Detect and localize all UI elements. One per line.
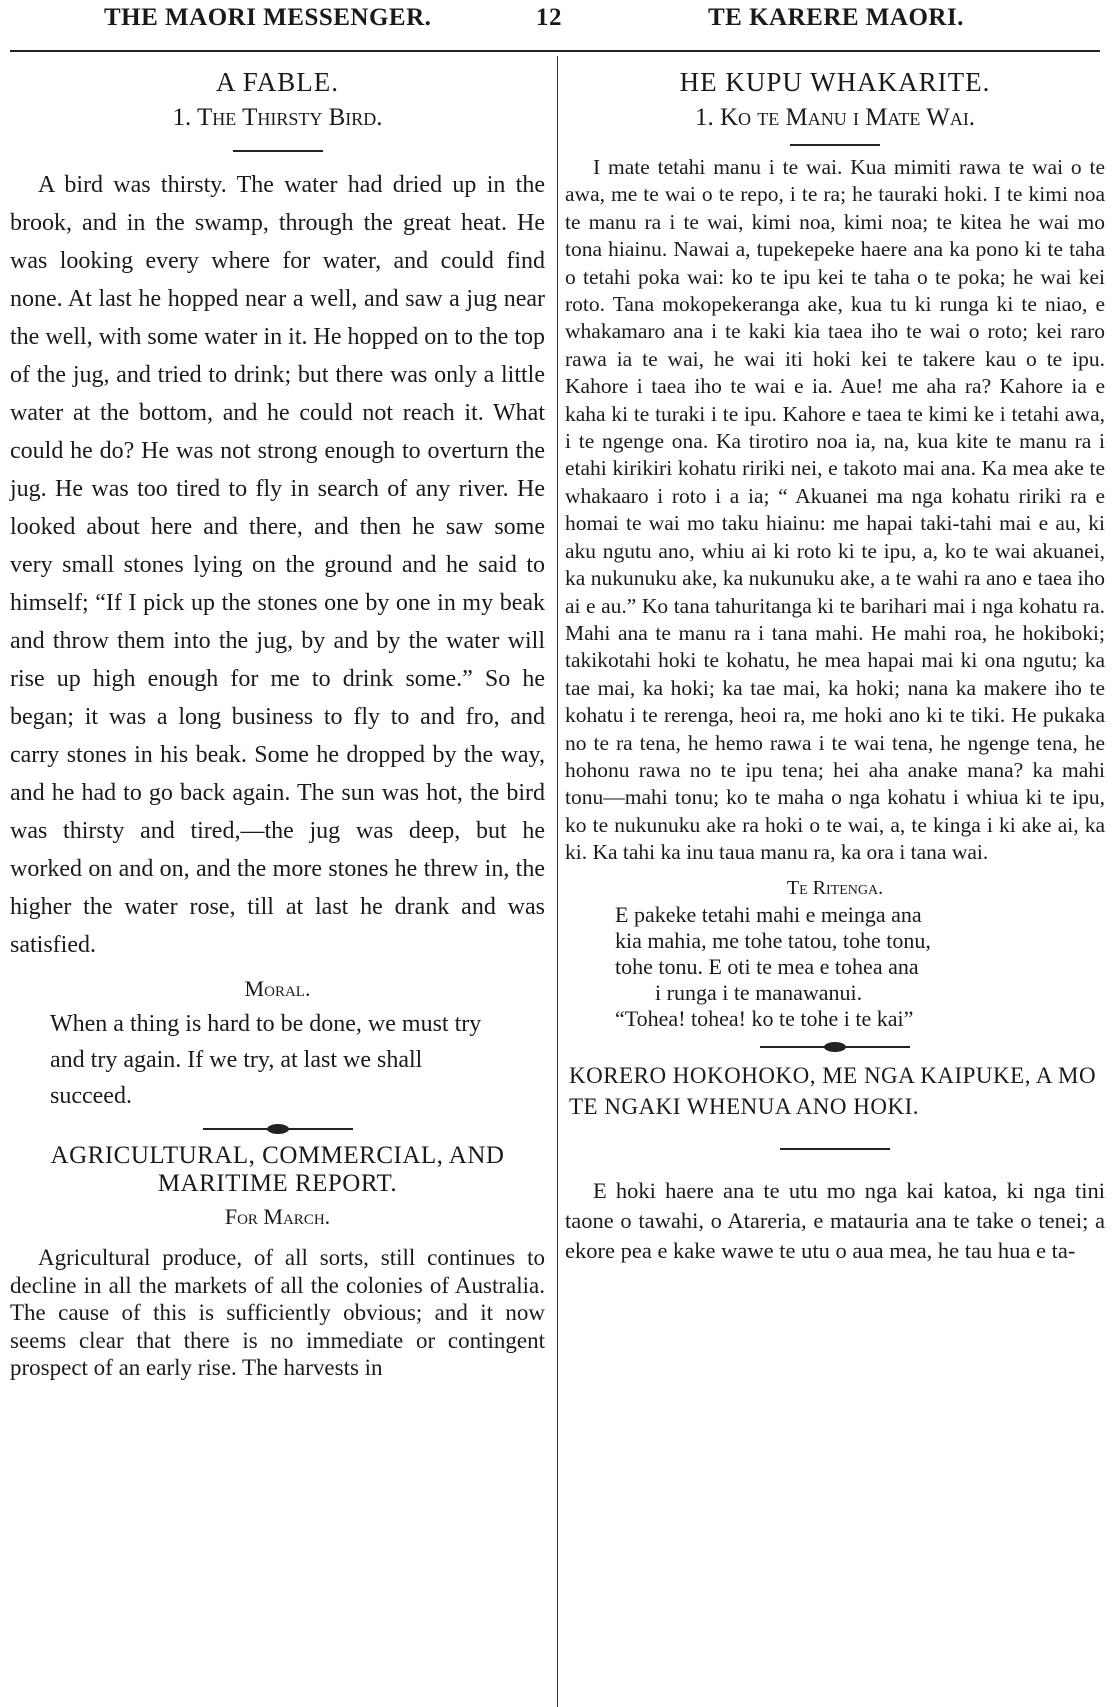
header-english-title: THE MAORI MESSENGER. (104, 4, 432, 31)
column-divider (557, 56, 558, 1707)
ritenga-line: “Tohea! tohea! ko te tohe i te kai” (615, 1005, 914, 1031)
running-head (0, 0, 1114, 44)
report-title: AGRICULTURAL, COMMERCIAL, AND MARITIME REPORT. (50, 1142, 505, 1197)
ritenga-text (565, 902, 1105, 1032)
fable-title: A FABLE. (215, 67, 339, 97)
ritenga-line: tohe tonu. E oti te mea e tohea ana (615, 953, 919, 979)
ritenga-heading: Te Ritenga. (786, 876, 884, 899)
moral-heading: Moral. (244, 976, 311, 1001)
ritenga-line: i runga i te manawanui. (655, 979, 863, 1005)
kupu-whakarite-subtitle: 1. Ko te Manu i Mate Wai. (694, 104, 976, 131)
korero-body: E hoki haere ana te utu mo nga kai katoa, ki nga tini taone o tawahi, o Atareria, e matauria ana te take o tenei; a ekore pea e kake wawe te utu o aua mea, he tau hua e ta- (565, 1177, 1105, 1263)
section-rule (233, 150, 323, 152)
fable-body: A bird was thirsty. The water had dried up in the brook, and in the swamp, through the great heat. He was looking every where for water, and could find none. At last he hopped near a well, and saw a jug near the well, with some water in it. He hopped on to the top of the jug, and tried to drink; but there was only a little water at the bottom, and he could not reach it. What could he do? He was not strong enough to overturn the jug. He was too tired to fly in search of any river. He looked about here and there, and then he saw some very small stones lying on the ground and he said to himself; “If I pick up the stones one by one in my beak and throw them into the jug, by and by the water will rise up high enough for me to drink some.” So he began; it was a long business to fly to and fro, and carry stones in his beak. Some he dropped by the way, and he had to go back again. The sun was hot, the bird was thirsty and tired,—the jug was deep, but he worked on and on, and the more stones he threw in, the higher the water rose, till at last he drank and was satisfied. (10, 172, 545, 958)
report-subtitle: For March. (224, 1204, 331, 1229)
ritenga-line: E pakeke tetahi mahi e meinga ana (615, 901, 922, 927)
section-rule (780, 1148, 890, 1150)
kupu-whakarite-body: I mate tetahi manu i te wai. Kua mimiti rawa te wai o te awa, me te wai o te repo, i te ra; he tauraki hoki. I te kimi noa te manu ra i te wai, kimi noa, kimi noa; te kitea he wai mo tona hiainu. Nawai a, tupekepeke haere ana ka pono ki te taha o tetahi poka wai: ko te ipu kei te taha o te poka; he wai kei roto. Tana mokopekeranga ake, kua tu ki runga ki te niao, e whakamaro ana i te kaki kia taea iho te wai o roto; kei raro rawa ia te wai, he wai iti hoki kei te takere kau o te ipu. Kahore i taea iho te wai e ia. Aue! me aha ra? Kahore ia e kaha ki te turaki i te ipu. Kahore e taea te kimi ke i tetahi awa, i te ngenge ona. Ka tirotiro noa ia, na, kua kite te manu ra i etahi kirikiri kohatu ririki nei, e takoto mai ana. Ka mea ake te whakaaro i roto i a ia; “ Akuanei ma nga kohatu ririki ra e homai te wai mo taku hiainu: me hapai taki-tahi mai e au, ki aku ngutu ano, whiu ai ki roto ki te ipu, a, ko te wai akuanei, ka nukunuku ake, ka nukunuku ake, a te wahi ra ano e taea iho ai e au.” Ko tana tahuritanga ki te barihari mai i nga kohatu ra. Mahi ana te manu ra i tana mahi. He mahi roa, he hokiboki; takikotahi hoki te kohatu, he mea hapai mai ki ona ngutu; ka tae mai, ka hoki; ka tae mai, ka hoki; nana ka makere iho te kohatu i te rerenga, heoi ra, me hoki ano ki te tiki. He pukaka no te ra tena, he hemo rawa i te wai tena, he ngenge tena, he hohonu rawa no te ipu tena; hei aha anake mana? ka mahi tonu—mahi tonu; ko te maha o nga kohatu i whiua ki te ipu, ko te nukunuku ake ra hoki o te wai, a, te kinga i ki ake ai, ka ki. Ka tahi ka inu taua manu ra, ka ora i tana wai. (565, 155, 1105, 865)
moral-text: When a thing is hard to be done, we must try and try again. If we try, at last we shall succeed. (50, 1011, 482, 1109)
korero-title: KORERO HOKOHOKO, ME NGA KAIPUKE, A MO TE NGAKI WHENUA ANO HOKI. (569, 1062, 1097, 1119)
ornamental-rule (203, 1124, 353, 1134)
section-rule (790, 144, 880, 146)
kupu-whakarite-title: HE KUPU WHAKARITE. (679, 67, 991, 97)
report-body: Agricultural produce, of all sorts, still continues to decline in all the markets of all the colonies of Australia. The cause of this is sufficiently obvious; and it now seems clear that there is no immediate or contingent prospect of an early rise. The harvests in (10, 1245, 545, 1380)
maori-column (565, 60, 1105, 1266)
ritenga-line: kia mahia, me tohe tatou, tohe tonu, (615, 927, 931, 953)
header-maori-title: TE KARERE MAORI. (708, 4, 964, 31)
page-number: 12 (536, 4, 562, 31)
english-column (10, 60, 545, 1382)
header-rule (10, 50, 1100, 52)
fable-subtitle: 1. The Thirsty Bird. (172, 104, 383, 131)
ornamental-rule (760, 1042, 910, 1052)
